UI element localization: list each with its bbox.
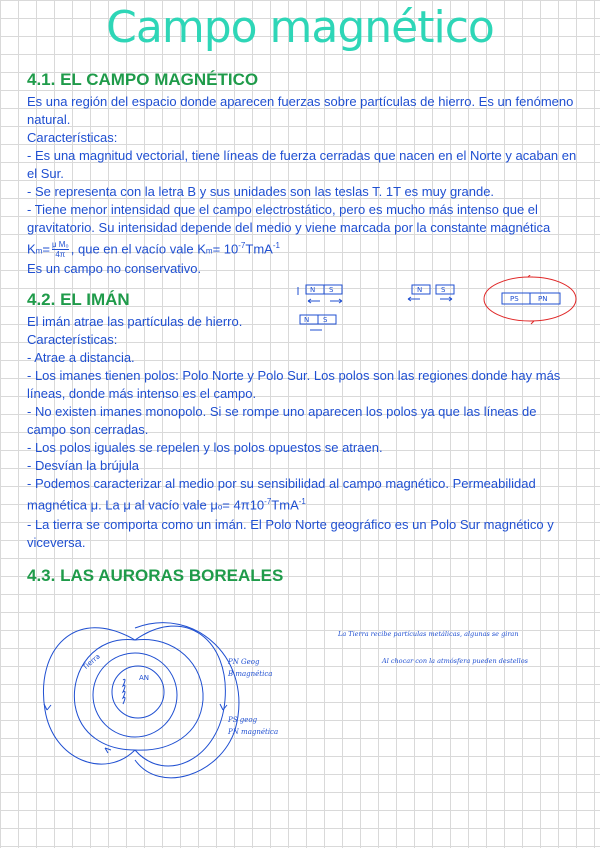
arrow-icon [529, 321, 534, 324]
arrow-left-icon [408, 297, 420, 301]
magnet-label: N [417, 286, 423, 294]
text-line: - Se representa con la letra B y sus unidades son las teslas T. 1T es muy grande. [27, 184, 495, 199]
magnet-label: S [329, 286, 334, 294]
formula-value: = 10 [212, 241, 239, 257]
page-title: Campo magnético [106, 2, 494, 53]
text-line: - Los polos iguales se repelen y los polos opuestos se atraen. [27, 440, 383, 455]
perm-unit-exp: -1 [298, 497, 306, 506]
arrow-right-icon [440, 297, 452, 301]
section-heading-auroras: 4.3. LAS AURORAS BOREALES [27, 566, 284, 585]
diagram-note: PN magnética [228, 728, 279, 736]
text-line: Características: [27, 332, 118, 347]
formula-eq: = [42, 241, 50, 257]
perm-text: - Podemos caracterizar al medio por su sensibilidad al campo magnético. Permeabilidad magnética μ. La μ al vacío vale μ [27, 476, 536, 513]
handwritten-note: La Tierra recibe partículas metálicas, algunas se giran [338, 630, 519, 638]
formula-line [27, 237, 577, 260]
magnet-label: S [323, 316, 328, 324]
perm-unit: TmA [271, 497, 299, 513]
text-line: El imán atrae las partículas de hierro. [27, 314, 243, 329]
arrow-icon [105, 748, 111, 753]
arrow-left-icon [308, 299, 320, 303]
formula-line [27, 475, 577, 516]
magnet-label: PS [510, 295, 519, 303]
text-line: - No existen imanes monopolo. Si se rompe uno aparecen los polos ya que las líneas de campo son cerradas. [27, 404, 537, 437]
earth-circle [93, 653, 177, 737]
text-line: Es un campo no conservativo. [27, 261, 202, 277]
diagram-note: PS geog [228, 716, 258, 724]
text-line: - Los imanes tienen polos: Polo Norte y Polo Sur. Los polos son las regiones donde hay más líneas, donde más intenso es el campo. [27, 368, 561, 401]
section-body-campo [27, 93, 577, 278]
formula-fraction [52, 240, 69, 259]
magnet-label: N [310, 286, 316, 294]
fraction-denominator: 4π [55, 250, 66, 260]
diagram-note: PN Geog [228, 658, 260, 666]
perm-exp: -7 [264, 497, 272, 506]
formula-unit: TmA [245, 241, 273, 257]
magnet-label: PN [538, 295, 548, 303]
magnet-label: S [441, 286, 446, 294]
field-line-mid-right [135, 639, 203, 750]
earth-field-diagram [35, 600, 280, 800]
text-line: - Tiene menor intensidad que el campo electrostático, pero es mucho más intenso que el gravitatorio. Su intensidad depende del medio y viene marcada por la constante magnética [27, 202, 551, 235]
formula-k2-sub: m [205, 246, 213, 256]
earth-core-label: AN [139, 674, 150, 682]
magnet-sketches [290, 275, 580, 335]
coil-icon [123, 679, 125, 704]
text-line: Características: [27, 130, 118, 145]
section-body-iman [27, 313, 577, 552]
field-label: Tierra [81, 652, 102, 672]
text-line: - Desvían la brújula [27, 458, 139, 473]
formula-mid: , que en el vacío vale K [70, 241, 206, 257]
handwritten-note: Al chocar con la atmósfera pueden destellos [382, 657, 528, 665]
formula-k-sub: m [35, 246, 43, 256]
perm-value: = 4π10 [222, 497, 265, 513]
text-line: - La tierra se comporta como un imán. El Polo Norte geográfico es un Polo Sur magnético y viceversa. [27, 517, 554, 551]
text-line: - Atrae a distancia. [27, 350, 135, 365]
formula-unit-exp: -1 [272, 241, 280, 250]
diagram-note: B magnética [228, 670, 273, 678]
arrow-right-icon [330, 299, 342, 303]
perm-sub: o [217, 502, 223, 512]
earth-core-circle [112, 666, 164, 718]
fraction-numerator: μ M₀ [51, 240, 69, 250]
magnet-label: N [304, 316, 310, 324]
section-heading-iman: 4.2. EL IMÁN [27, 290, 130, 309]
arrow-icon [220, 704, 227, 710]
formula-exp: -7 [238, 241, 246, 250]
formula-k: K [27, 241, 36, 257]
field-line-mid-left [74, 640, 135, 750]
text-line: - Es una magnitud vectorial, tiene líneas de fuerza cerradas que nacen en el Norte y acaban en el Sur. [27, 148, 577, 181]
text-line: Es una región del espacio donde aparecen fuerzas sobre partículas de hierro. Es un fenómeno natural. [27, 94, 574, 127]
section-heading-campo: 4.1. EL CAMPO MAGNÉTICO [27, 70, 259, 89]
field-line-far-right [135, 623, 239, 778]
arrow-icon [528, 275, 533, 277]
field-line-outer-left [43, 628, 135, 764]
field-line-outer-right [135, 626, 225, 766]
